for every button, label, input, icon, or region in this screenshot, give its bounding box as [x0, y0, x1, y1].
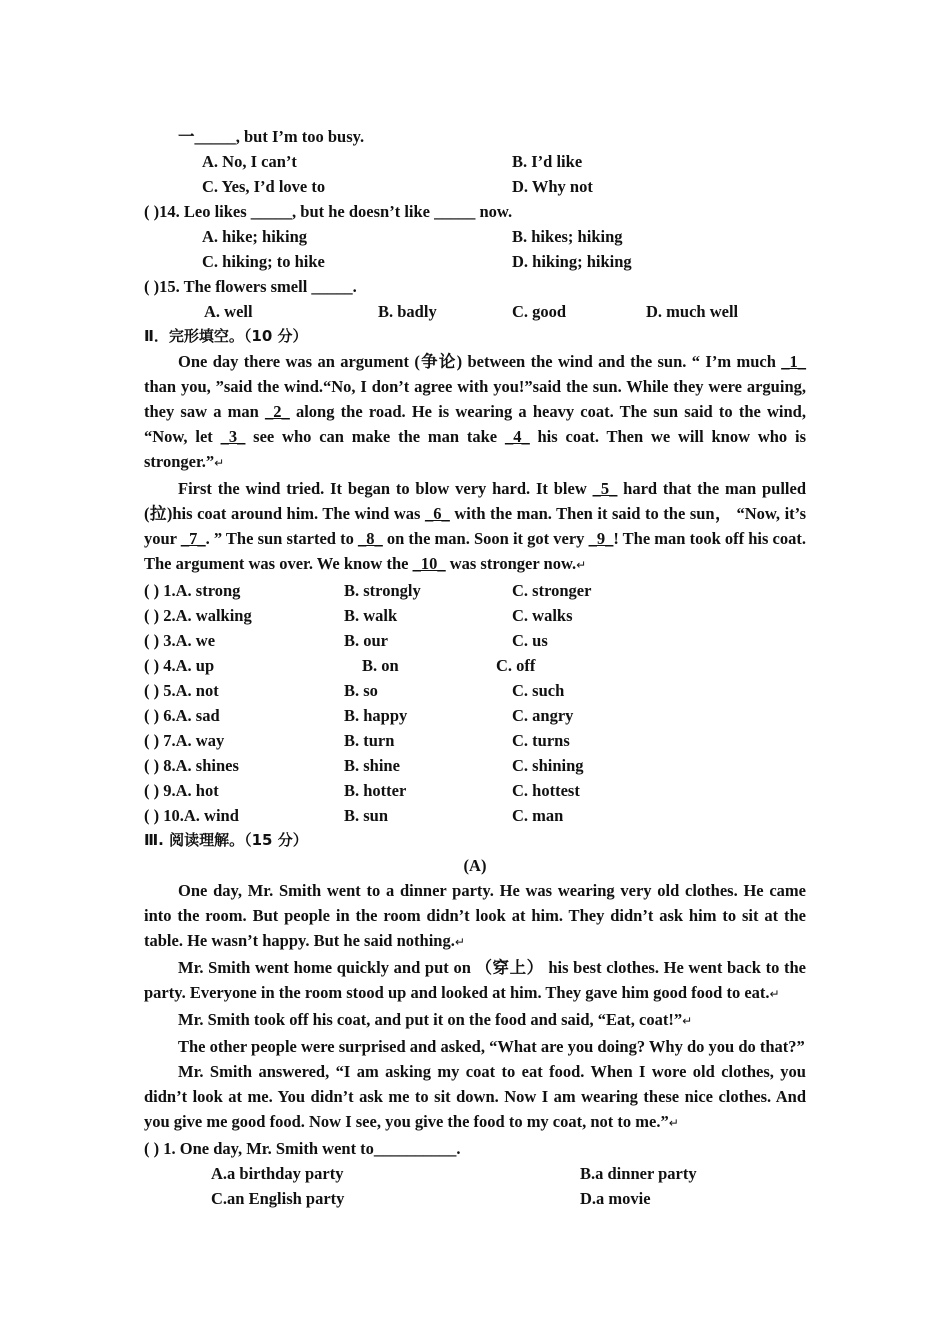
reading-q1-option-b: B.a dinner party — [580, 1164, 697, 1183]
cloze-item-4 — [144, 653, 806, 678]
cloze-item-9-c: C. hottest — [512, 781, 580, 800]
q14-option-c: C. hiking; to hike — [202, 252, 325, 271]
paragraph-mark-icon: ↵ — [682, 1014, 693, 1028]
cloze-p2-text-5: on the man. Soon it got very — [382, 529, 589, 548]
q14-stem-text: ( )14. Leo likes _____, but he doesn’t like _____ now. — [144, 202, 513, 221]
q14-option-b: B. hikes; hiking — [512, 227, 623, 246]
cloze-item-3-a: ( ) 3.A. we — [144, 631, 216, 650]
cloze-item-7-a: ( ) 7.A. way — [144, 731, 225, 750]
cloze-item-9-a: ( ) 9.A. hot — [144, 781, 219, 800]
reading-paragraph-2 — [144, 955, 806, 1007]
q15-option-a: A. well — [204, 302, 253, 321]
cloze-item-10-c: C. man — [512, 806, 564, 825]
cloze-item-9 — [144, 778, 806, 803]
reading-p4-text: The other people were surprised and asked, “What are you doing? Why do you do that?” — [178, 1037, 805, 1056]
q13-option-d: D. Why not — [512, 177, 593, 196]
reading-q1-options-row-2 — [144, 1186, 806, 1211]
q15-option-c: C. good — [512, 302, 567, 321]
reading-q1-option-a: A.a birthday party — [211, 1164, 344, 1183]
q13-reply — [144, 124, 806, 149]
cloze-item-3-b: B. our — [344, 631, 389, 650]
blank-2: _2_ — [265, 402, 290, 421]
cloze-item-7 — [144, 728, 806, 753]
cloze-item-4-b: B. on — [362, 656, 399, 675]
q15-options-row — [144, 299, 806, 324]
reading-p5-text: Mr. Smith answered, “I am asking my coat to eat food. When I wore old clothes, you didn’t look at me. You didn’t ask me to sit down. Now I am wearing these nice clothes. And you give me good food. Now I see, you give the food to my coat, not to me.” — [144, 1062, 806, 1131]
paragraph-mark-icon: ↵ — [668, 1116, 679, 1130]
passage-label: (A) — [463, 856, 487, 875]
blank-1: _1_ — [781, 352, 806, 371]
reading-paragraph-1 — [144, 878, 806, 955]
reading-p3-text: Mr. Smith took off his coat, and put it on the food and said, “Eat, coat!” — [178, 1010, 683, 1029]
blank-4: _4_ — [504, 427, 530, 446]
cloze-item-6-a: ( ) 6.A. sad — [144, 706, 220, 725]
q13-option-a: A. No, I can’t — [202, 152, 297, 171]
reading-q1-option-c: C.an English party — [211, 1189, 345, 1208]
cloze-item-1-b: B. strongly — [344, 581, 421, 600]
cloze-heading: Ⅱ．完形填空。（10 分） — [144, 327, 308, 345]
cloze-item-5-b: B. so — [344, 681, 378, 700]
cloze-item-2 — [144, 603, 806, 628]
cloze-item-5 — [144, 678, 806, 703]
cloze-item-7-b: B. turn — [344, 731, 395, 750]
reading-q1-options-row-1 — [144, 1161, 806, 1186]
q13-reply-text: 一_____, but I’m too busy. — [178, 127, 365, 146]
cloze-paragraph-2 — [144, 476, 806, 578]
cloze-item-6-c: C. angry — [512, 706, 574, 725]
cloze-p2-text-7: was stronger now. — [445, 554, 577, 573]
cloze-item-8-b: B. shine — [344, 756, 400, 775]
blank-5: _5_ — [592, 479, 618, 498]
blank-9: _9_ — [588, 529, 614, 548]
cloze-item-2-a: ( ) 2.A. walking — [144, 606, 252, 625]
q15-stem-text: ( )15. The flowers smell _____. — [144, 277, 357, 296]
cloze-p2-text-2: hard that the man pulled (拉)his coat around him. The wind was — [144, 479, 807, 523]
cloze-p1-text-1: One day there was an argument (争论) between the wind and the sun. “ I’m much — [178, 352, 782, 371]
q13-options-row-2 — [144, 174, 806, 199]
cloze-item-8-a: ( ) 8.A. shines — [144, 756, 239, 775]
cloze-item-4-a: ( ) 4.A. up — [144, 656, 215, 675]
q13-options-row-1 — [144, 149, 806, 174]
cloze-item-10-a: ( ) 10.A. wind — [144, 806, 239, 825]
reading-p2-text: Mr. Smith went home quickly and put on （穿上） his best clothes. He went back to the party. Everyone in the room stood up and looked at him. They gave him good food to eat. — [144, 958, 806, 1002]
cloze-item-1-a: ( ) 1.A. strong — [144, 581, 241, 600]
cloze-p2-text-3: with the man. Then it said to the sun， “Now, it’s your — [144, 504, 806, 548]
reading-q1-option-d: D.a movie — [580, 1189, 651, 1208]
q13-option-c: C. Yes, I’d love to — [202, 177, 326, 196]
cloze-item-9-b: B. hotter — [344, 781, 407, 800]
cloze-item-4-c: C. off — [496, 656, 536, 675]
reading-paragraph-3 — [144, 1007, 806, 1034]
q15-stem — [144, 274, 806, 299]
cloze-item-3-c: C. us — [512, 631, 548, 650]
blank-7: _7_ — [180, 529, 206, 548]
paragraph-mark-icon: ↵ — [214, 456, 225, 470]
q14-option-d: D. hiking; hiking — [512, 252, 632, 271]
q14-options-row-1 — [144, 224, 806, 249]
cloze-item-7-c: C. turns — [512, 731, 570, 750]
cloze-p1-text-2: than you, ”said the wind.“No, I don’t agree with you!”said the sun. While they were arguing, they saw a man — [144, 377, 806, 421]
blank-6: _6_ — [425, 504, 450, 523]
cloze-item-2-c: C. walks — [512, 606, 573, 625]
cloze-p1-text-3: along the road. He is wearing a heavy coat. The sun said to the wind, “Now, let — [144, 402, 806, 446]
paragraph-mark-icon: ↵ — [454, 935, 465, 949]
cloze-p2-text-1: First the wind tried. It began to blow very hard. It blew — [178, 479, 593, 498]
q13-option-b: B. I’d like — [512, 152, 583, 171]
q15-option-b: B. badly — [378, 302, 437, 321]
cloze-p1-text-4: see who can make the man take — [245, 427, 505, 446]
paragraph-mark-icon: ↵ — [576, 558, 587, 572]
reading-paragraph-5 — [144, 1059, 806, 1136]
reading-paragraph-4 — [144, 1034, 806, 1059]
cloze-item-8-c: C. shining — [512, 756, 584, 775]
cloze-item-8 — [144, 753, 806, 778]
q15-option-d: D. much well — [646, 302, 739, 321]
q14-option-a: A. hike; hiking — [202, 227, 307, 246]
cloze-item-2-b: B. walk — [344, 606, 398, 625]
blank-3: _3_ — [220, 427, 246, 446]
blank-8: _8_ — [357, 529, 383, 548]
cloze-p2-text-6: ! The man took off his coat. The argument was over. We know the — [144, 529, 807, 573]
cloze-item-1-c: C. stronger — [512, 581, 592, 600]
paragraph-mark-icon: ↵ — [769, 987, 780, 1001]
cloze-item-3 — [144, 628, 806, 653]
cloze-p1-text-5: his coat. Then we will know who is stronger.” — [144, 427, 806, 471]
cloze-item-10 — [144, 803, 806, 828]
cloze-options-list — [144, 578, 806, 828]
reading-q1-stem — [144, 1136, 806, 1161]
cloze-item-6 — [144, 703, 806, 728]
q14-options-row-2 — [144, 249, 806, 274]
blank-10: _10_ — [412, 554, 446, 573]
reading-p1-text: One day, Mr. Smith went to a dinner party. He was wearing very old clothes. He came into the room. But people in the room didn’t look at him. They didn’t ask him to sit at the table. He wasn’t happy. But he said nothing. — [144, 881, 806, 950]
cloze-item-5-c: C. such — [512, 681, 565, 700]
reading-q1-stem-text: ( ) 1. One day, Mr. Smith went to__________. — [144, 1139, 461, 1158]
cloze-item-6-b: B. happy — [344, 706, 408, 725]
exam-page — [144, 124, 806, 1211]
cloze-item-1 — [144, 578, 806, 603]
cloze-item-5-a: ( ) 5.A. not — [144, 681, 219, 700]
cloze-paragraph-1 — [144, 349, 806, 476]
cloze-p2-text-4: . ” The sun started to — [205, 529, 358, 548]
q14-stem — [144, 199, 806, 224]
reading-heading: Ⅲ. 阅读理解。（15 分） — [144, 831, 308, 849]
cloze-item-10-b: B. sun — [344, 806, 389, 825]
